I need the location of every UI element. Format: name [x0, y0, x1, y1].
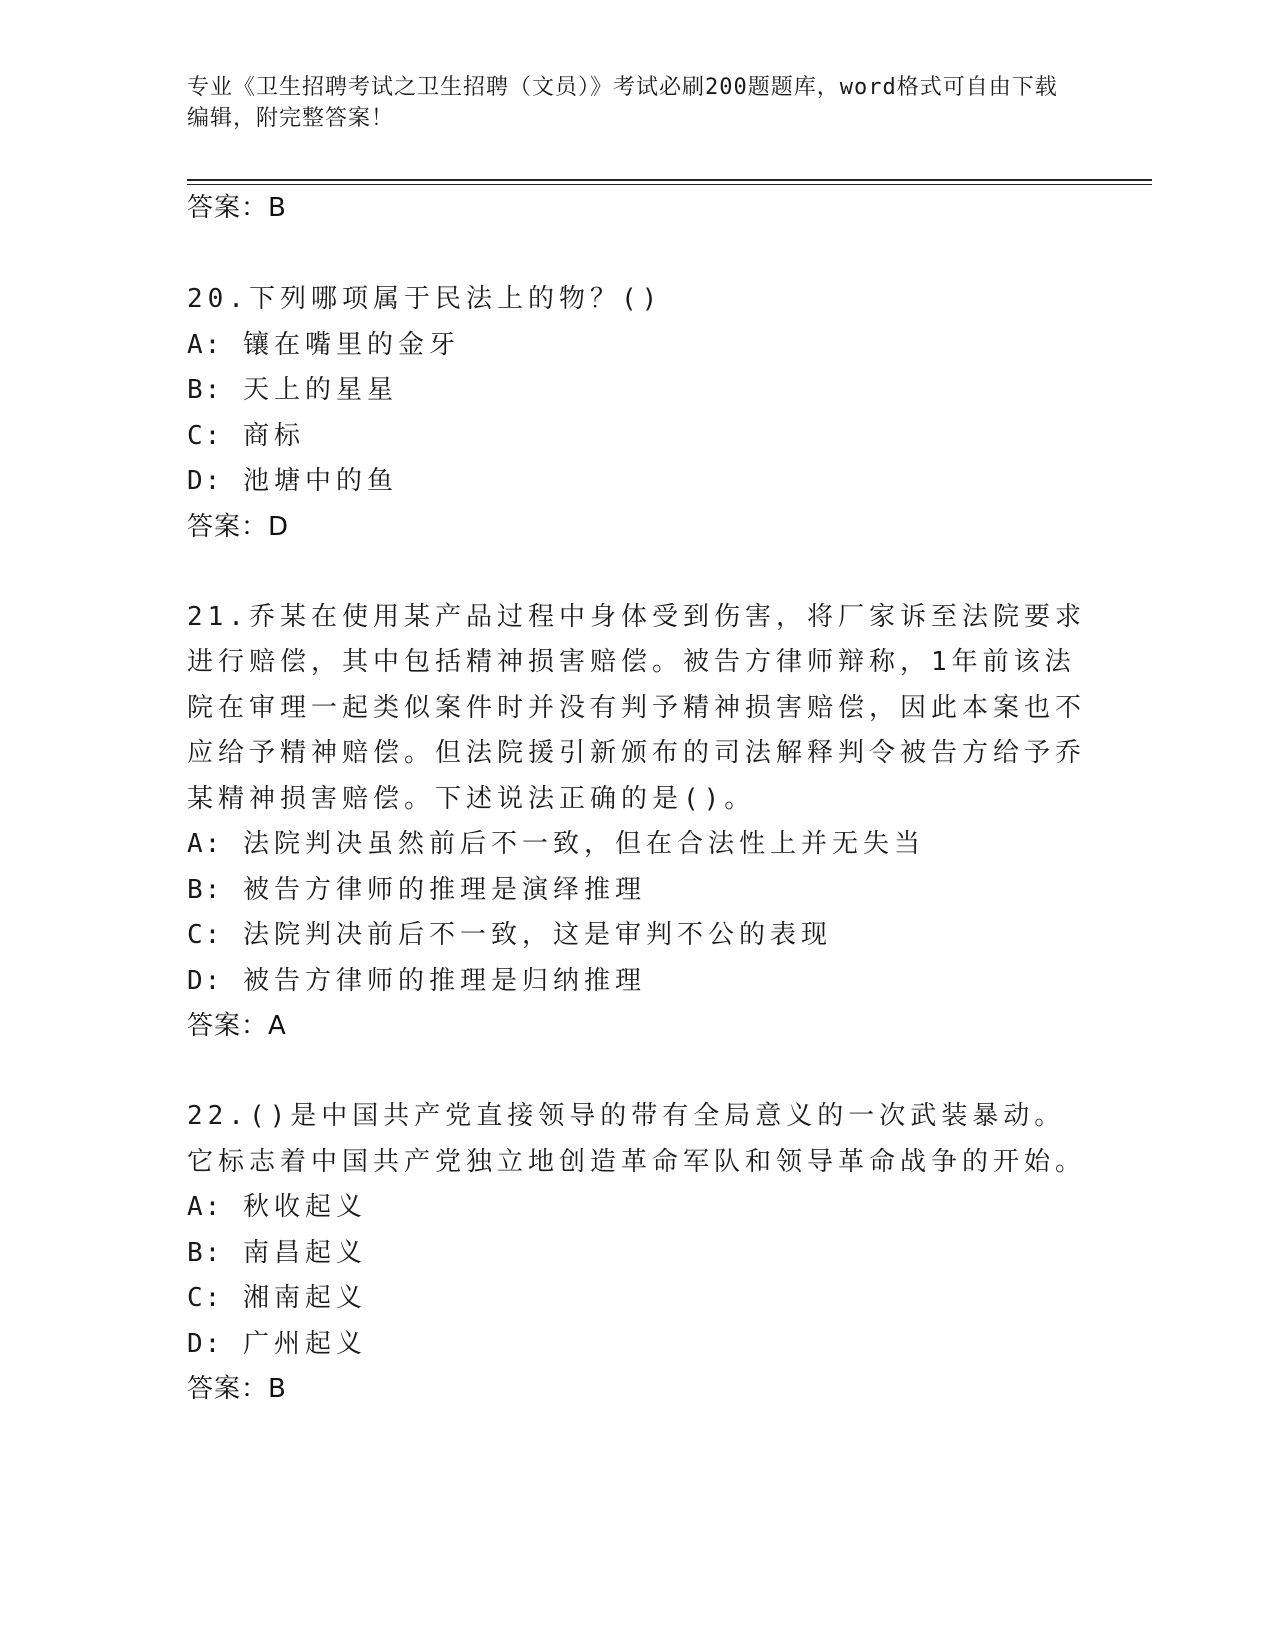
option-key: C: [187, 920, 223, 950]
option-a [187, 822, 1087, 868]
question-text: 21.乔某在使用某产品过程中身体受到伤害，将厂家诉至法院要求进行赔偿，其中包括精神损害赔偿。被告方律师辩称，1年前该法院在审理一起类似案件时并没有判予精神损害赔偿，因此本案也不应给予精神赔偿。但法院援引新颁布的司法解释判令被告方给予乔某精神损害赔偿。下述说法正确的是()。 [187, 601, 1087, 814]
option-c [187, 1276, 1087, 1322]
answer-line: 答案：B [187, 193, 287, 223]
option-text: 南昌起义 [242, 1237, 367, 1268]
option-c [187, 913, 1087, 959]
answer-line: 答案：B [187, 1374, 287, 1404]
question-21 [187, 595, 1087, 1050]
option-text: 被告方律师的推理是演绎推理 [242, 874, 646, 905]
option-a [187, 323, 1087, 369]
option-text: 法院判决前后不一致，这是审判不公的表现 [242, 920, 832, 950]
option-text: 广州起义 [242, 1328, 367, 1359]
option-key: D: [187, 1328, 223, 1359]
option-text: 天上的星星 [242, 375, 398, 405]
option-key: B: [187, 375, 223, 405]
option-text: 秋收起义 [242, 1192, 367, 1222]
option-text: 镶在嘴里的金牙 [242, 329, 460, 360]
question-22 [187, 1094, 1087, 1412]
header-rule-thick [187, 179, 1152, 181]
option-d [187, 959, 1087, 1005]
option-d [187, 1322, 1087, 1368]
header-rule-thin [187, 184, 1152, 185]
question-list [187, 186, 1087, 1412]
question-text: 20.下列哪项属于民法上的物？() [187, 284, 663, 314]
option-text: 被告方律师的推理是归纳推理 [242, 965, 646, 996]
option-key: D: [187, 965, 223, 996]
option-b [187, 868, 1087, 914]
option-d [187, 459, 1087, 505]
option-key: A: [187, 829, 223, 859]
option-text: 法院判决虽然前后不一致，但在合法性上并无失当 [242, 829, 925, 859]
option-b [187, 368, 1087, 414]
option-key: C: [187, 420, 223, 451]
option-b [187, 1231, 1087, 1277]
question-20 [187, 277, 1087, 550]
option-c [187, 414, 1087, 460]
option-key: B: [187, 1237, 223, 1268]
option-a [187, 1185, 1087, 1231]
option-key: C: [187, 1283, 223, 1313]
option-key: D: [187, 466, 223, 496]
page-header: 专业《卫生招聘考试之卫生招聘（文员）》考试必刷200题题库，word格式可自由下载编辑，附完整答案！ [187, 75, 1058, 131]
option-text: 池塘中的鱼 [242, 466, 398, 496]
answer-line: 答案：A [187, 1011, 287, 1041]
question-text: 22.()是中国共产党直接领导的带有全局意义的一次武装暴动。它标志着中国共产党独立地创造革命军队和领导革命战争的开始。 [187, 1101, 1087, 1177]
option-key: B: [187, 874, 223, 905]
option-key: A: [187, 329, 223, 360]
option-text: 湘南起义 [242, 1283, 367, 1313]
option-key: A: [187, 1192, 223, 1222]
option-text: 商标 [242, 420, 305, 451]
answer-line: 答案：D [187, 511, 290, 542]
